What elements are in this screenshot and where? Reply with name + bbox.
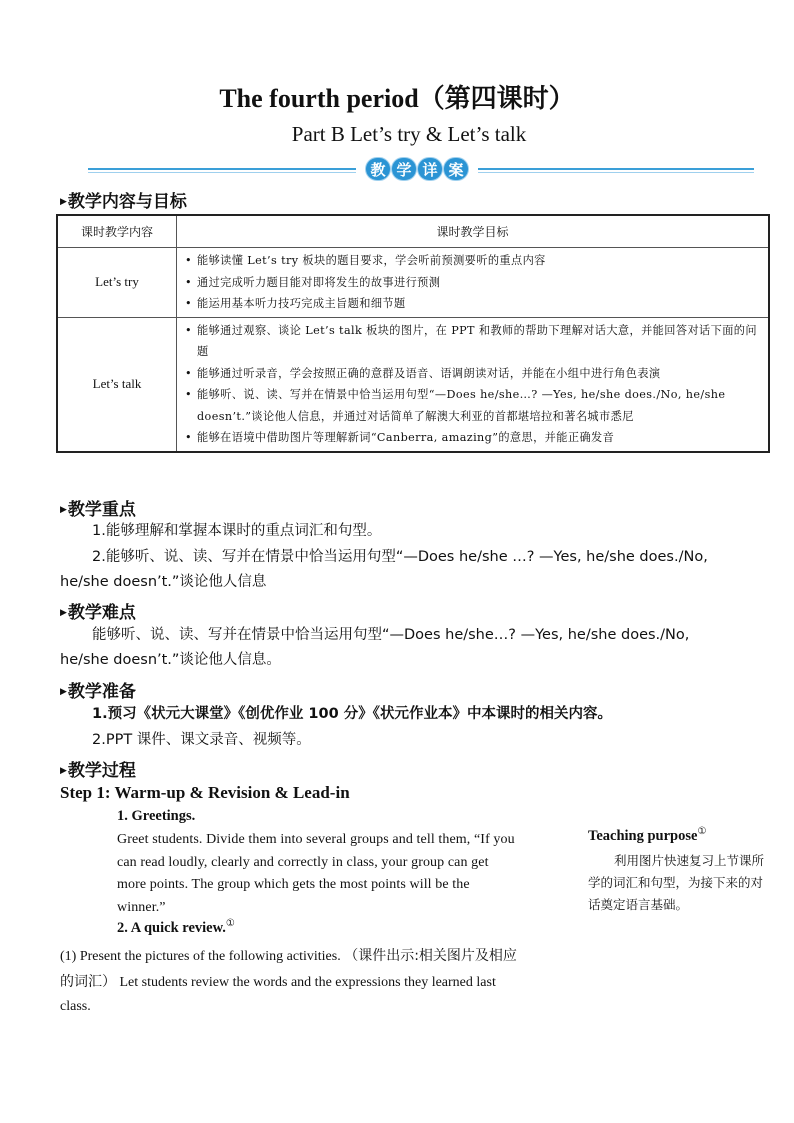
- table-row: [57, 248, 769, 318]
- activity-paragraph: [60, 944, 522, 1020]
- key-point-2: 2.能够听、说、读、写并在情景中恰当运用句型“—Does he/she …? —Yes, he/she does./No, he/she doesn’t.”谈论他人信息: [60, 549, 708, 590]
- teaching-purpose-title: Teaching purpose①: [588, 826, 707, 844]
- banner-char: 详: [418, 158, 442, 180]
- banner-char: 教: [366, 158, 390, 180]
- greetings-body: Greet students. Divide them into several groups and tell them, “If you can read loudly, clearly and correctly in class, your group can get more points. The group which gets the most points will be the winner.”: [117, 832, 515, 915]
- table-header-cell: 课时教学内容: [57, 215, 177, 248]
- list-item: • 能够通过观察、谈论 Let’s talk 板块的图片，在 PPT 和教师的帮助下理解对话大意，并能回答对话下面的问题: [185, 320, 762, 363]
- review-heading: 2. A quick review.①: [117, 918, 235, 936]
- triangle-bullet-icon: ▶: [60, 766, 67, 776]
- section-heading-difficulties: ▶教学难点: [60, 603, 136, 623]
- key-point-1: 1.能够理解和掌握本课时的重点词汇和句型。: [92, 523, 382, 539]
- preparation-item-2: 2.PPT 课件、课文录音、视频等。: [92, 732, 311, 748]
- list-item: • 通过完成听力题目能对即将发生的故事进行预测: [185, 272, 762, 294]
- page-subtitle: Part B Let’s try & Let’s talk: [291, 122, 527, 146]
- list-item: • 能运用基本听力技巧完成主旨题和细节题: [185, 293, 762, 315]
- list-item: • 能够听、说、读、写并在情景中恰当运用句型“—Does he/she…? —Yes, he/she does./No, he/she doesn’t.”谈论他人信息，并通过对话简单了解澳大利亚的首都堪培拉和著名城市悉尼: [185, 384, 762, 427]
- triangle-bullet-icon: ▶: [60, 608, 67, 618]
- triangle-bullet-icon: ▶: [60, 505, 67, 515]
- list-item: • 能够通过听录音，学会按照正确的意群及语音、语调朗读对话，并能在小组中进行角色表演: [185, 363, 762, 385]
- table-cell-content: Let’s try: [57, 248, 177, 318]
- goals-table: [56, 214, 770, 453]
- list-item: • 能够读懂 Let’s try 板块的题目要求，学会听前预测要听的重点内容: [185, 250, 762, 272]
- triangle-bullet-icon: ▶: [60, 687, 67, 697]
- greetings-heading: 1. Greetings.: [117, 808, 196, 824]
- step-1-heading: Step 1: Warm-up & Revision & Lead-in: [60, 783, 350, 802]
- table-cell-content: Let’s talk: [57, 317, 177, 452]
- activity-text: (1) Present the pictures of the following activities.: [60, 949, 341, 964]
- section-heading-process: ▶教学过程: [60, 761, 136, 781]
- table-header-cell: 课时教学目标: [177, 215, 770, 248]
- page-title: The fourth period（第四课时）: [219, 84, 575, 113]
- banner-char: 学: [392, 158, 416, 180]
- teaching-purpose-body: 利用图片快速复习上节课所学的词汇和句型，为接下来的对话奠定语言基础。: [588, 853, 765, 912]
- table-cell-goals: [177, 248, 770, 318]
- preparation-item-1: 1.预习《状元大课堂》《创优作业 100 分》《状元作业本》中本课时的相关内容。: [92, 706, 612, 722]
- table-cell-goals: [177, 317, 770, 452]
- section-heading-preparation: ▶教学准备: [60, 682, 136, 702]
- section-heading-key-points: ▶教学重点: [60, 500, 136, 520]
- triangle-bullet-icon: ▶: [60, 197, 67, 207]
- table-row: [57, 317, 769, 452]
- activity-note: （课件出示:相关图片及相应的词汇）: [60, 948, 517, 990]
- section-heading-content-goals: ▶教学内容与目标: [60, 192, 187, 212]
- goals-list: [177, 318, 768, 451]
- difficulty-text: 能够听、说、读、写并在情景中恰当运用句型“—Does he/she…? —Yes, he/she does./No, he/she doesn’t.”谈论他人信息。: [60, 627, 690, 668]
- activity-text-2: Let students review the words and the expressions they learned last class.: [60, 974, 496, 1014]
- table-header-row: [57, 215, 769, 248]
- list-item: • 能够在语境中借助图片等理解新词“Canberra, amazing”的意思，并能正确发音: [185, 427, 762, 449]
- banner-char: 案: [444, 158, 468, 180]
- footnote-mark: ①: [697, 826, 707, 837]
- footnote-mark: ①: [225, 918, 235, 929]
- lesson-plan-banner: [356, 156, 478, 182]
- goals-list: [177, 248, 768, 317]
